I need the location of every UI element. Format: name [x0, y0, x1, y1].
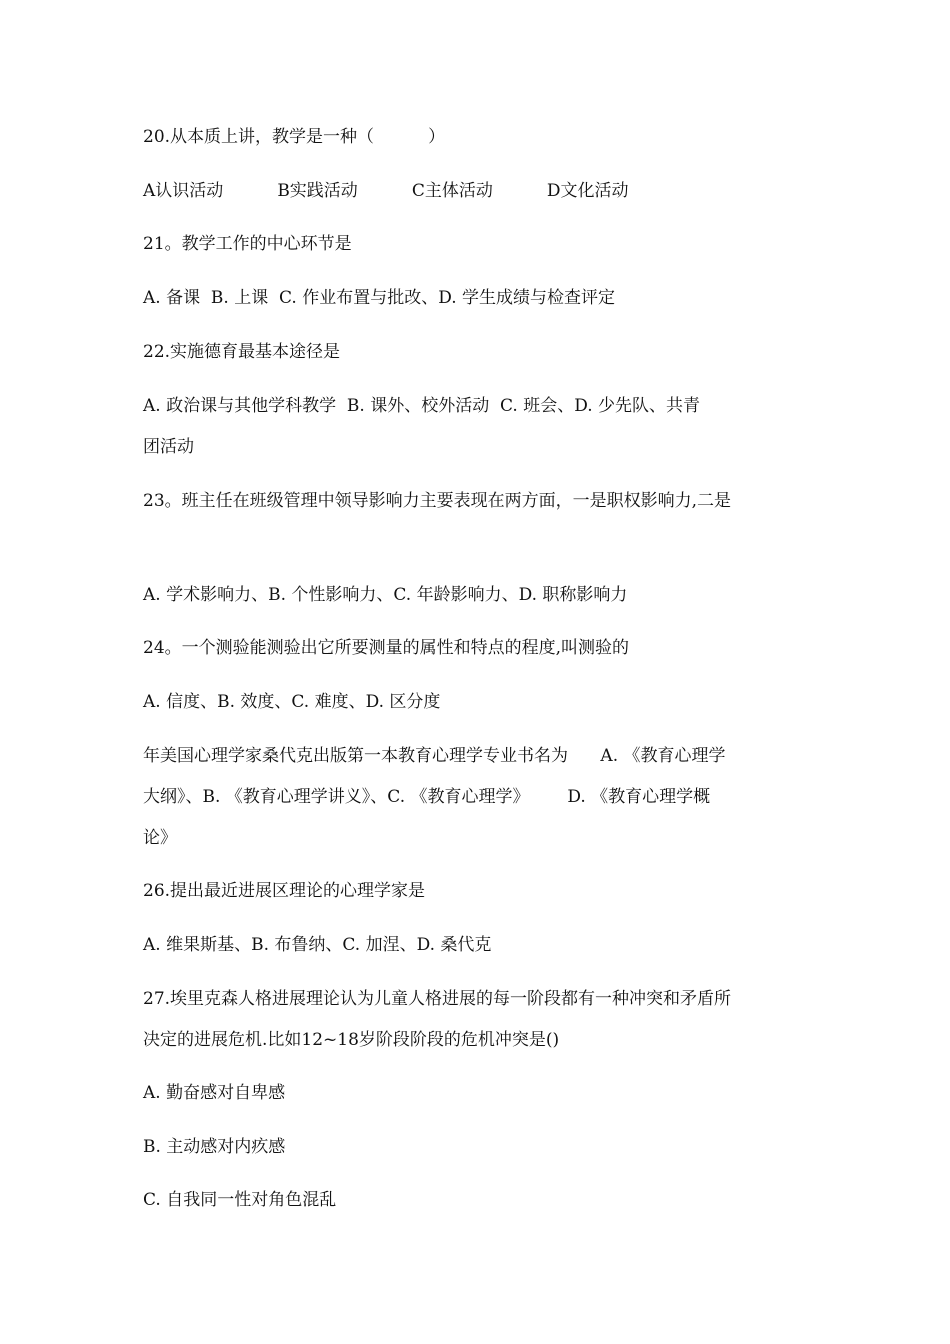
question-22-options-continued: 团活动 — [143, 437, 194, 457]
question-27-option-c: C. 自我同一性对角色混乱 — [143, 1190, 337, 1210]
question-24-stem: 24。一个测验能测验出它所要测量的属性和特点的程度,叫测验的 — [143, 638, 630, 658]
question-26-stem: 26.提出最近进展区理论的心理学家是 — [143, 881, 426, 901]
question-20-options: A认识活动 B实践活动 C主体活动 D文化活动 — [143, 181, 629, 201]
question-25-stem: 年美国心理学家桑代克出版第一本教育心理学专业书名为 A. 《教育心理学 — [143, 746, 726, 766]
question-23-options: A. 学术影响力、B. 个性影响力、C. 年龄影响力、D. 职称影响力 — [143, 585, 628, 605]
question-21-options: A. 备课 B. 上课 C. 作业布置与批改、D. 学生成绩与检查评定 — [143, 288, 616, 308]
question-23-stem: 23。班主任在班级管理中领导影响力主要表现在两方面，一是职权影响力,二是 — [143, 491, 732, 511]
question-21-stem: 21。教学工作的中心环节是 — [143, 234, 352, 254]
question-27-option-a: A. 勤奋感对自卑感 — [143, 1083, 286, 1103]
question-27-stem: 27.埃里克森人格进展理论认为儿童人格进展的每一阶段都有一种冲突和矛盾所 — [143, 989, 732, 1009]
question-25-options: 大纲》、B. 《教育心理学讲义》、C. 《教育心理学》 D. 《教育心理学概 — [143, 787, 711, 807]
question-24-options: A. 信度、B. 效度、C. 难度、D. 区分度 — [143, 692, 441, 712]
question-22-stem: 22.实施德育最基本途径是 — [143, 342, 341, 362]
question-20-stem: 20.从本质上讲，教学是一种（ ） — [143, 127, 446, 147]
question-22-options: A. 政治课与其他学科教学 B. 课外、校外活动 C. 班会、D. 少先队、共青 — [143, 396, 701, 416]
question-27-option-b: B. 主动感对内疚感 — [143, 1137, 286, 1157]
question-25-options-continued: 论》 — [143, 828, 177, 848]
question-27-stem-continued: 决定的进展危机.比如12~18岁阶段阶段的危机冲突是() — [143, 1030, 560, 1050]
question-26-options: A. 维果斯基、B. 布鲁纳、C. 加涅、D. 桑代克 — [143, 935, 492, 955]
